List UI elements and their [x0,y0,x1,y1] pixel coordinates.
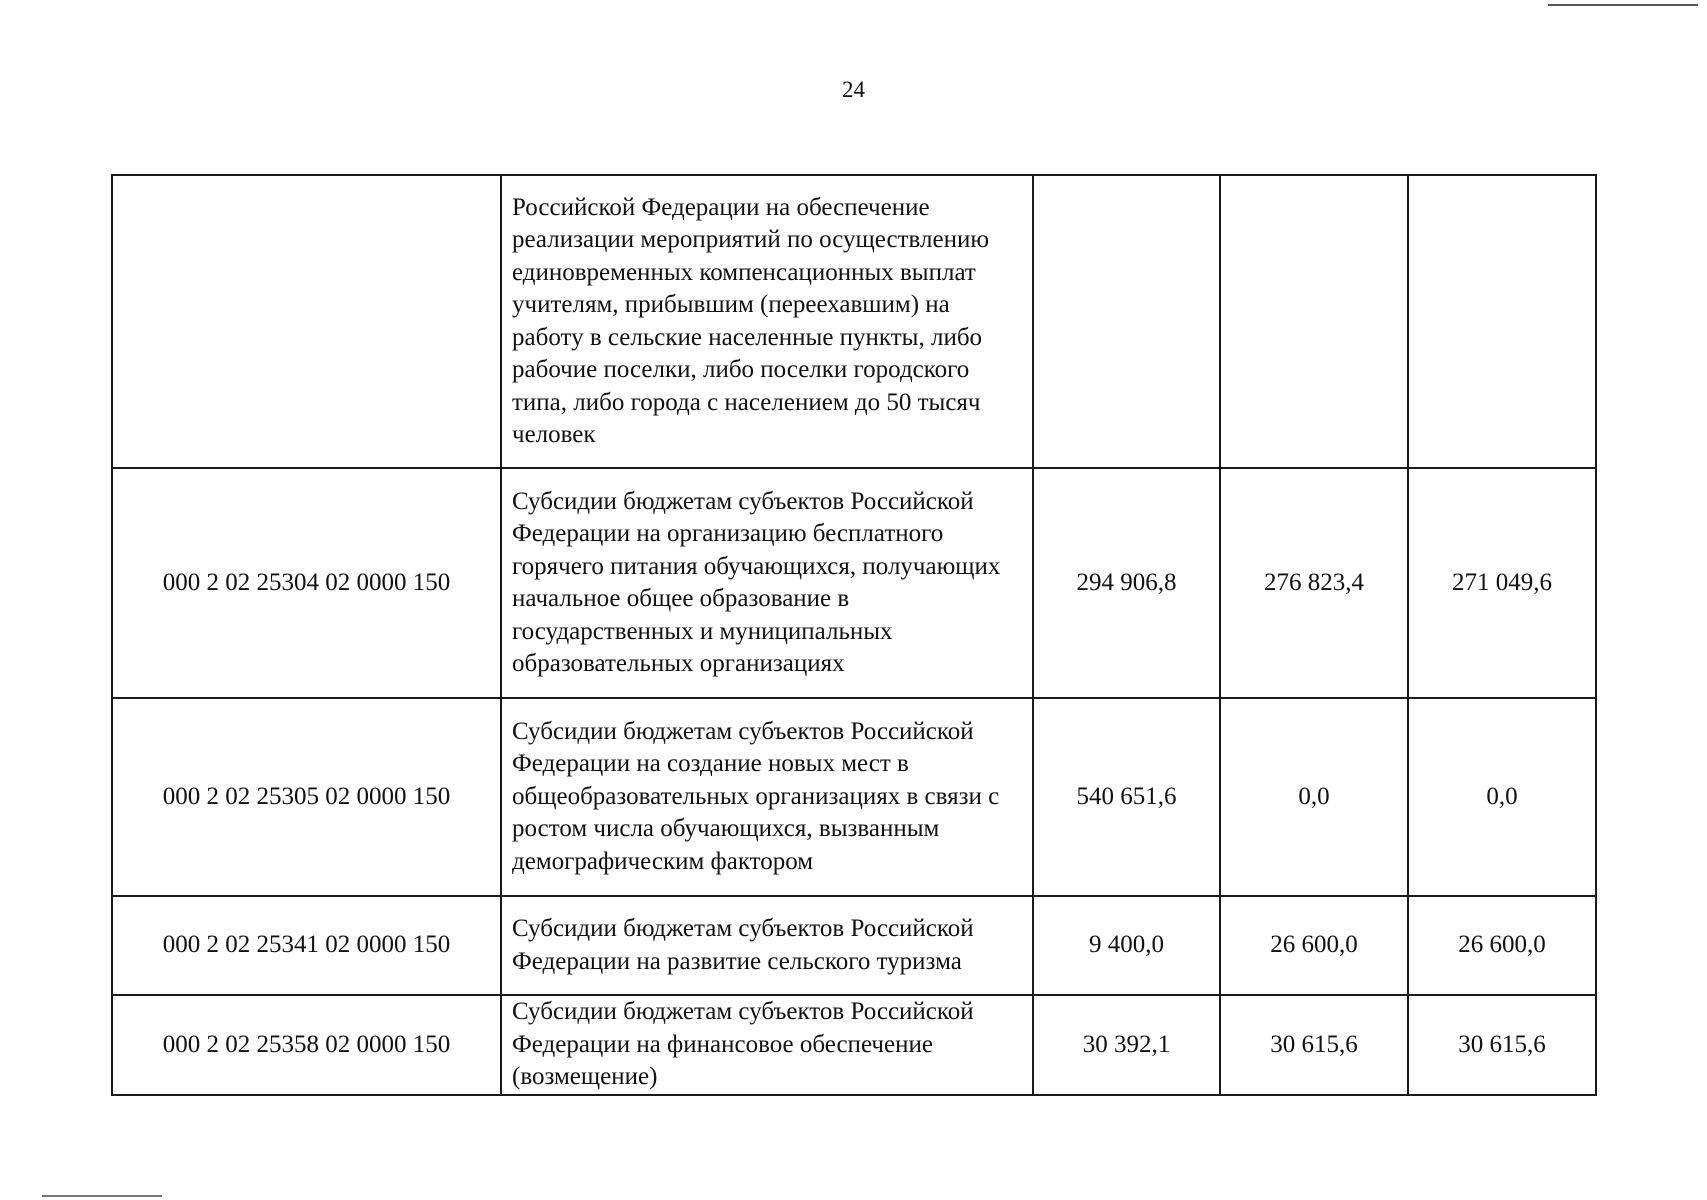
budget-code-cell: 000 2 02 25358 02 0000 150 [112,995,501,1095]
amount-year-3-cell: 26 600,0 [1408,896,1596,995]
amount-year-2-cell [1220,175,1408,468]
amount-year-2-cell: 0,0 [1220,698,1408,896]
table-row [112,175,1596,468]
description-cell: Российской Федерации на обеспечение реализации мероприятий по осуществлению единовременных компенсационных выплат учителям, прибывшим (переехавшим) на работу в сельские населенные пункты, либо рабочие поселки, либо поселки городского типа, либо города с населением до 50 тысяч человек [501,175,1033,468]
description-cell: Субсидии бюджетам субъектов Российской Федерации на финансовое обеспечение (возмещение) [501,995,1033,1095]
scan-margin-line [42,1195,162,1197]
amount-year-3-cell: 0,0 [1408,698,1596,896]
table-row [112,896,1596,995]
amount-year-1-cell: 540 651,6 [1033,698,1220,896]
amount-year-3-cell: 271 049,6 [1408,468,1596,698]
amount-year-3-cell [1408,175,1596,468]
amount-year-1-cell: 9 400,0 [1033,896,1220,995]
amount-year-2-cell: 26 600,0 [1220,896,1408,995]
amount-year-3-cell: 30 615,6 [1408,995,1596,1095]
table-row [112,698,1596,896]
amount-year-2-cell: 30 615,6 [1220,995,1408,1095]
table-row [112,995,1596,1095]
budget-code-cell [112,175,501,468]
description-cell: Субсидии бюджетам субъектов Российской Федерации на создание новых мест в общеобразовательных организациях в связи с ростом числа обучающихся, вызванным демографическим фактором [501,698,1033,896]
table-row [112,468,1596,698]
budget-code-cell: 000 2 02 25341 02 0000 150 [112,896,501,995]
budget-code-cell: 000 2 02 25305 02 0000 150 [112,698,501,896]
amount-year-2-cell: 276 823,4 [1220,468,1408,698]
amount-year-1-cell [1033,175,1220,468]
budget-code-cell: 000 2 02 25304 02 0000 150 [112,468,501,698]
description-cell: Субсидии бюджетам субъектов Российской Федерации на развитие сельского туризма [501,896,1033,995]
description-cell: Субсидии бюджетам субъектов Российской Федерации на организацию бесплатного горячего питания обучающихся, получающих начальное общее образование в государственных и муниципальных образовательных организациях [501,468,1033,698]
amount-year-1-cell: 30 392,1 [1033,995,1220,1095]
scan-edge-line [1548,4,1698,6]
budget-revenue-table [111,174,1597,1096]
page-number: 24 [842,77,865,102]
amount-year-1-cell: 294 906,8 [1033,468,1220,698]
